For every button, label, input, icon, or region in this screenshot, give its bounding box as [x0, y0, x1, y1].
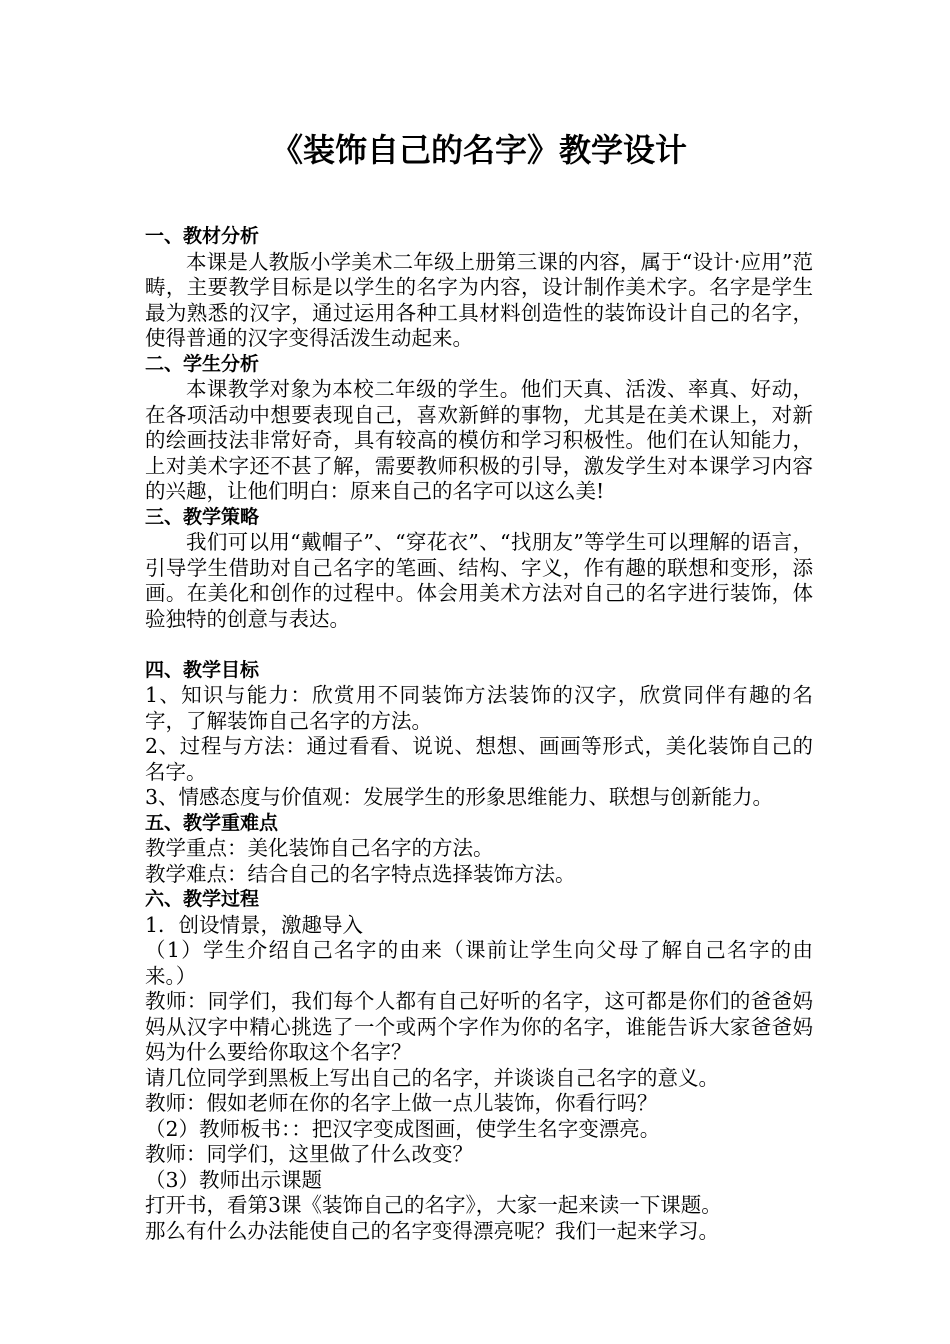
paragraph: 教师：同学们，这里做了什么改变？ — [145, 1142, 473, 1166]
paragraph: 打开书，看第3课《装饰自己的名字》，大家一起来读一下课题。 — [145, 1193, 722, 1217]
paragraph: 那么有什么办法能使自己的名字变得漂亮呢？我们一起来学习。 — [145, 1218, 719, 1243]
paragraph: 教学难点：结合自己的名字特点选择装饰方法。 — [145, 861, 576, 886]
section-student-analysis — [145, 352, 813, 505]
blank-line — [145, 632, 813, 658]
paragraph: 1、知识与能力：欣赏用不同装饰方法装饰的汉字，欣赏同伴有趣的名字，了解装饰自己名字的方法。 — [145, 683, 813, 733]
paragraph: （1）学生介绍自己名字的由来（课前让学生向父母了解自己名字的由来。） — [145, 938, 813, 988]
paragraph: 教学重点：美化装饰自己名字的方法。 — [145, 836, 494, 860]
paragraph: 2、过程与方法：通过看看、说说、想想、画画等形式，美化装饰自己的名字。 — [145, 734, 813, 784]
paragraph: 1．创设情景，激趣导入 — [145, 912, 364, 937]
document-body — [145, 224, 813, 1244]
paragraph: 本课教学对象为本校二年级的学生。他们天真、活泼、率真、好动，在各项活动中想要表现自己，喜欢新鲜的事物，尤其是在美术课上，对新的绘画技法非常好奇，具有较高的模仿和学习积极性。他们在认知能力，上对美术字还不甚了解，需要教师积极的引导，激发学生对本课学习内容的兴趣，让他们明白：原来自己的名字可以这么美! — [145, 377, 813, 503]
section-teaching-objectives — [145, 658, 813, 811]
section-teaching-process — [145, 887, 813, 1244]
paragraph: 教师：同学们，我们每个人都有自己好听的名字，这可都是你们的爸爸妈妈从汉字中精心挑选了一个或两个字作为你的名字，谁能告诉大家爸爸妈妈为什么要给你取这个名字？ — [145, 989, 813, 1064]
section-heading: 三、教学策略 — [145, 505, 260, 528]
paragraph: 请几位同学到黑板上写出自己的名字，并谈谈自己名字的意义。 — [145, 1065, 719, 1090]
section-heading: 一、教材分析 — [145, 225, 260, 247]
paragraph: 本课是人教版小学美术二年级上册第三课的内容，属于“设计·应用”范畴，主要教学目标是以学生的名字为内容，设计制作美术字。名字是学生最为熟悉的汉字，通过运用各种工具材料创造性的装饰设计自己的名字，使得普通的汉字变得活泼生动起来。 — [145, 249, 813, 350]
section-heading: 五、教学重难点 — [145, 811, 279, 834]
section-heading: 六、教学过程 — [145, 888, 260, 910]
paragraph: 教师：假如老师在你的名字上做一点儿装饰，你看行吗？ — [145, 1091, 658, 1115]
paragraph: （2）教师板书：：把汉字变成图画，使学生名字变漂亮。 — [145, 1116, 661, 1141]
section-heading: 四、教学目标 — [145, 658, 260, 681]
section-teaching-strategy — [145, 505, 813, 633]
paragraph: （3）教师出示课题 — [145, 1167, 323, 1192]
section-key-difficult-points — [145, 811, 813, 888]
section-heading: 二、学生分析 — [145, 352, 260, 375]
paragraph: 3、情感态度与价值观：发展学生的形象思维能力、联想与创新能力。 — [145, 785, 774, 809]
document-title: 《装饰自己的名字》教学设计 — [270, 131, 687, 169]
paragraph: 我们可以用“戴帽子”、“穿花衣”、“找朋友”等学生可以理解的语言，引导学生借助对自己名字的笔画、结构、字义，作有趣的联想和变形，添画。在美化和创作的过程中。体会用美术方法对自己的名字进行装饰，体验独特的创意与表达。 — [145, 530, 813, 631]
section-textbook-analysis — [145, 224, 813, 352]
